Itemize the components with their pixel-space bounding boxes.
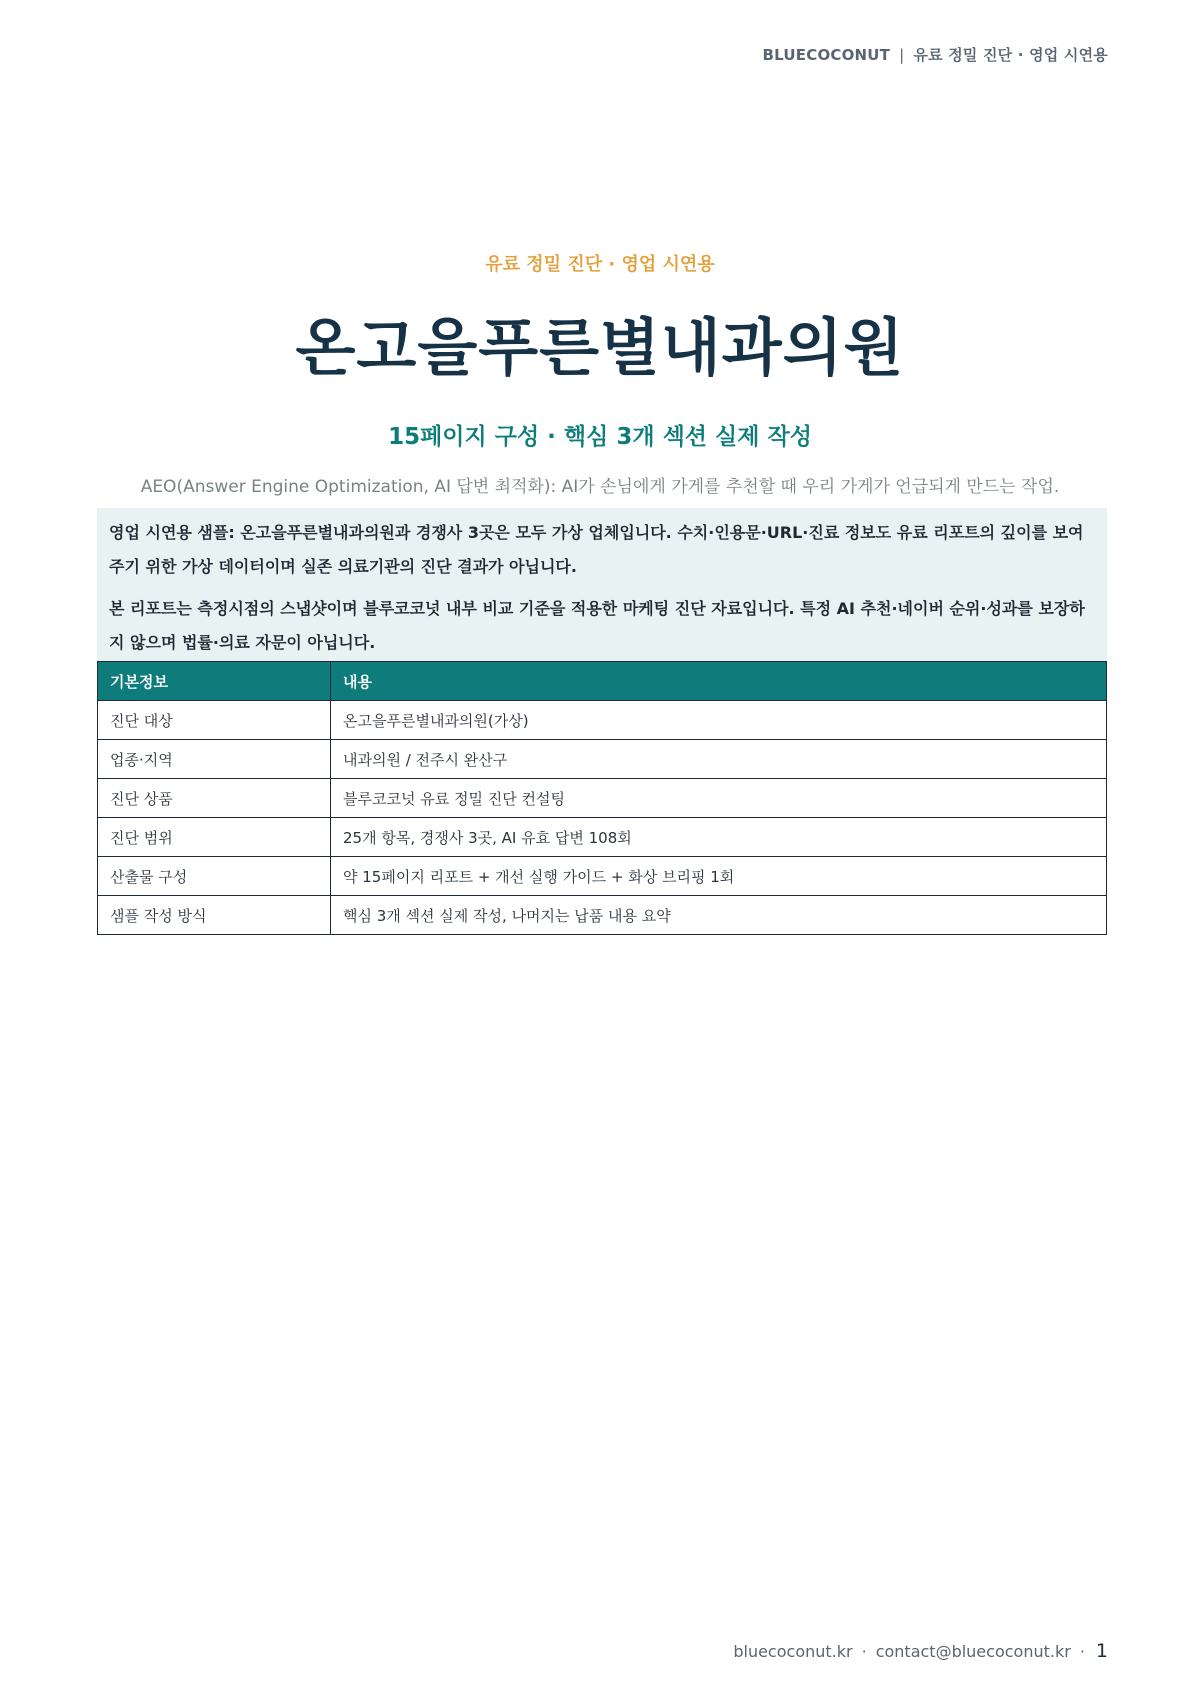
page-title: 온고을푸른별내과의원	[295, 311, 905, 384]
table-row	[98, 896, 1107, 935]
page-subtitle: 15페이지 구성 · 핵심 3개 섹션 실제 작성	[388, 424, 812, 450]
table-row	[98, 701, 1107, 740]
table-cell-label: 샘플 작성 방식	[98, 896, 331, 935]
footer-dot: ·	[1079, 1642, 1085, 1661]
table-cell-value: 25개 항목, 경쟁사 3곳, AI 유효 답변 108회	[331, 818, 1107, 857]
table-cell-value: 핵심 3개 섹션 실제 작성, 나머지는 납품 내용 요약	[331, 896, 1107, 935]
page-number: 1	[1095, 1640, 1108, 1662]
table-row	[98, 779, 1107, 818]
footer-dot: ·	[861, 1642, 867, 1661]
header-separator: |	[899, 46, 905, 64]
table-cell-value: 약 15페이지 리포트 + 개선 실행 가이드 + 화상 브리핑 1회	[331, 857, 1107, 896]
page-footer	[733, 1640, 1108, 1662]
table-cell-label: 업종·지역	[98, 740, 331, 779]
table-row	[98, 740, 1107, 779]
basic-info-table	[97, 661, 1107, 935]
table-cell-value: 온고을푸른별내과의원(가상)	[331, 701, 1107, 740]
page-header	[763, 44, 1108, 65]
disclaimer-notice	[97, 508, 1107, 666]
table-row	[98, 857, 1107, 896]
table-header-row	[98, 662, 1107, 701]
notice-paragraph-disclaimer: 본 리포트는 측정시점의 스냅샷이며 블루코코넛 내부 비교 기준을 적용한 마케팅 진단 자료입니다. 특정 AI 추천·네이버 순위·성과를 보장하지 않으며 법률·의료 자문이 아닙니다.	[109, 599, 1085, 652]
table-cell-label: 진단 범위	[98, 818, 331, 857]
header-label: 유료 정밀 진단 · 영업 시연용	[913, 46, 1108, 64]
footer-website: bluecoconut.kr	[733, 1642, 853, 1661]
table-cell-label: 진단 상품	[98, 779, 331, 818]
cover-eyebrow: 유료 정밀 진단 · 영업 시연용	[485, 254, 715, 275]
table-header-cell: 기본정보	[98, 662, 331, 701]
table-row	[98, 818, 1107, 857]
notice-paragraph-sample: 영업 시연용 샘플: 온고을푸른별내과의원과 경쟁사 3곳은 모두 가상 업체입니다. 수치·인용문·URL·진료 정보도 유료 리포트의 깊이를 보여주기 위한 가상 데이터이며 실존 의료기관의 진단 결과가 아닙니다.	[109, 523, 1084, 576]
aeo-description: AEO(Answer Engine Optimization, AI 답변 최적화): AI가 손님에게 가게를 추천할 때 우리 가게가 언급되게 만드는 작업.	[140, 477, 1060, 497]
footer-email: contact@bluecoconut.kr	[875, 1642, 1071, 1661]
table-cell-label: 진단 대상	[98, 701, 331, 740]
table-cell-value: 내과의원 / 전주시 완산구	[331, 740, 1107, 779]
table-cell-label: 산출물 구성	[98, 857, 331, 896]
brand-name: BLUECOCONUT	[762, 46, 891, 64]
table-header-cell: 내용	[331, 662, 1107, 701]
table-cell-value: 블루코코넛 유료 정밀 진단 컨설팅	[331, 779, 1107, 818]
